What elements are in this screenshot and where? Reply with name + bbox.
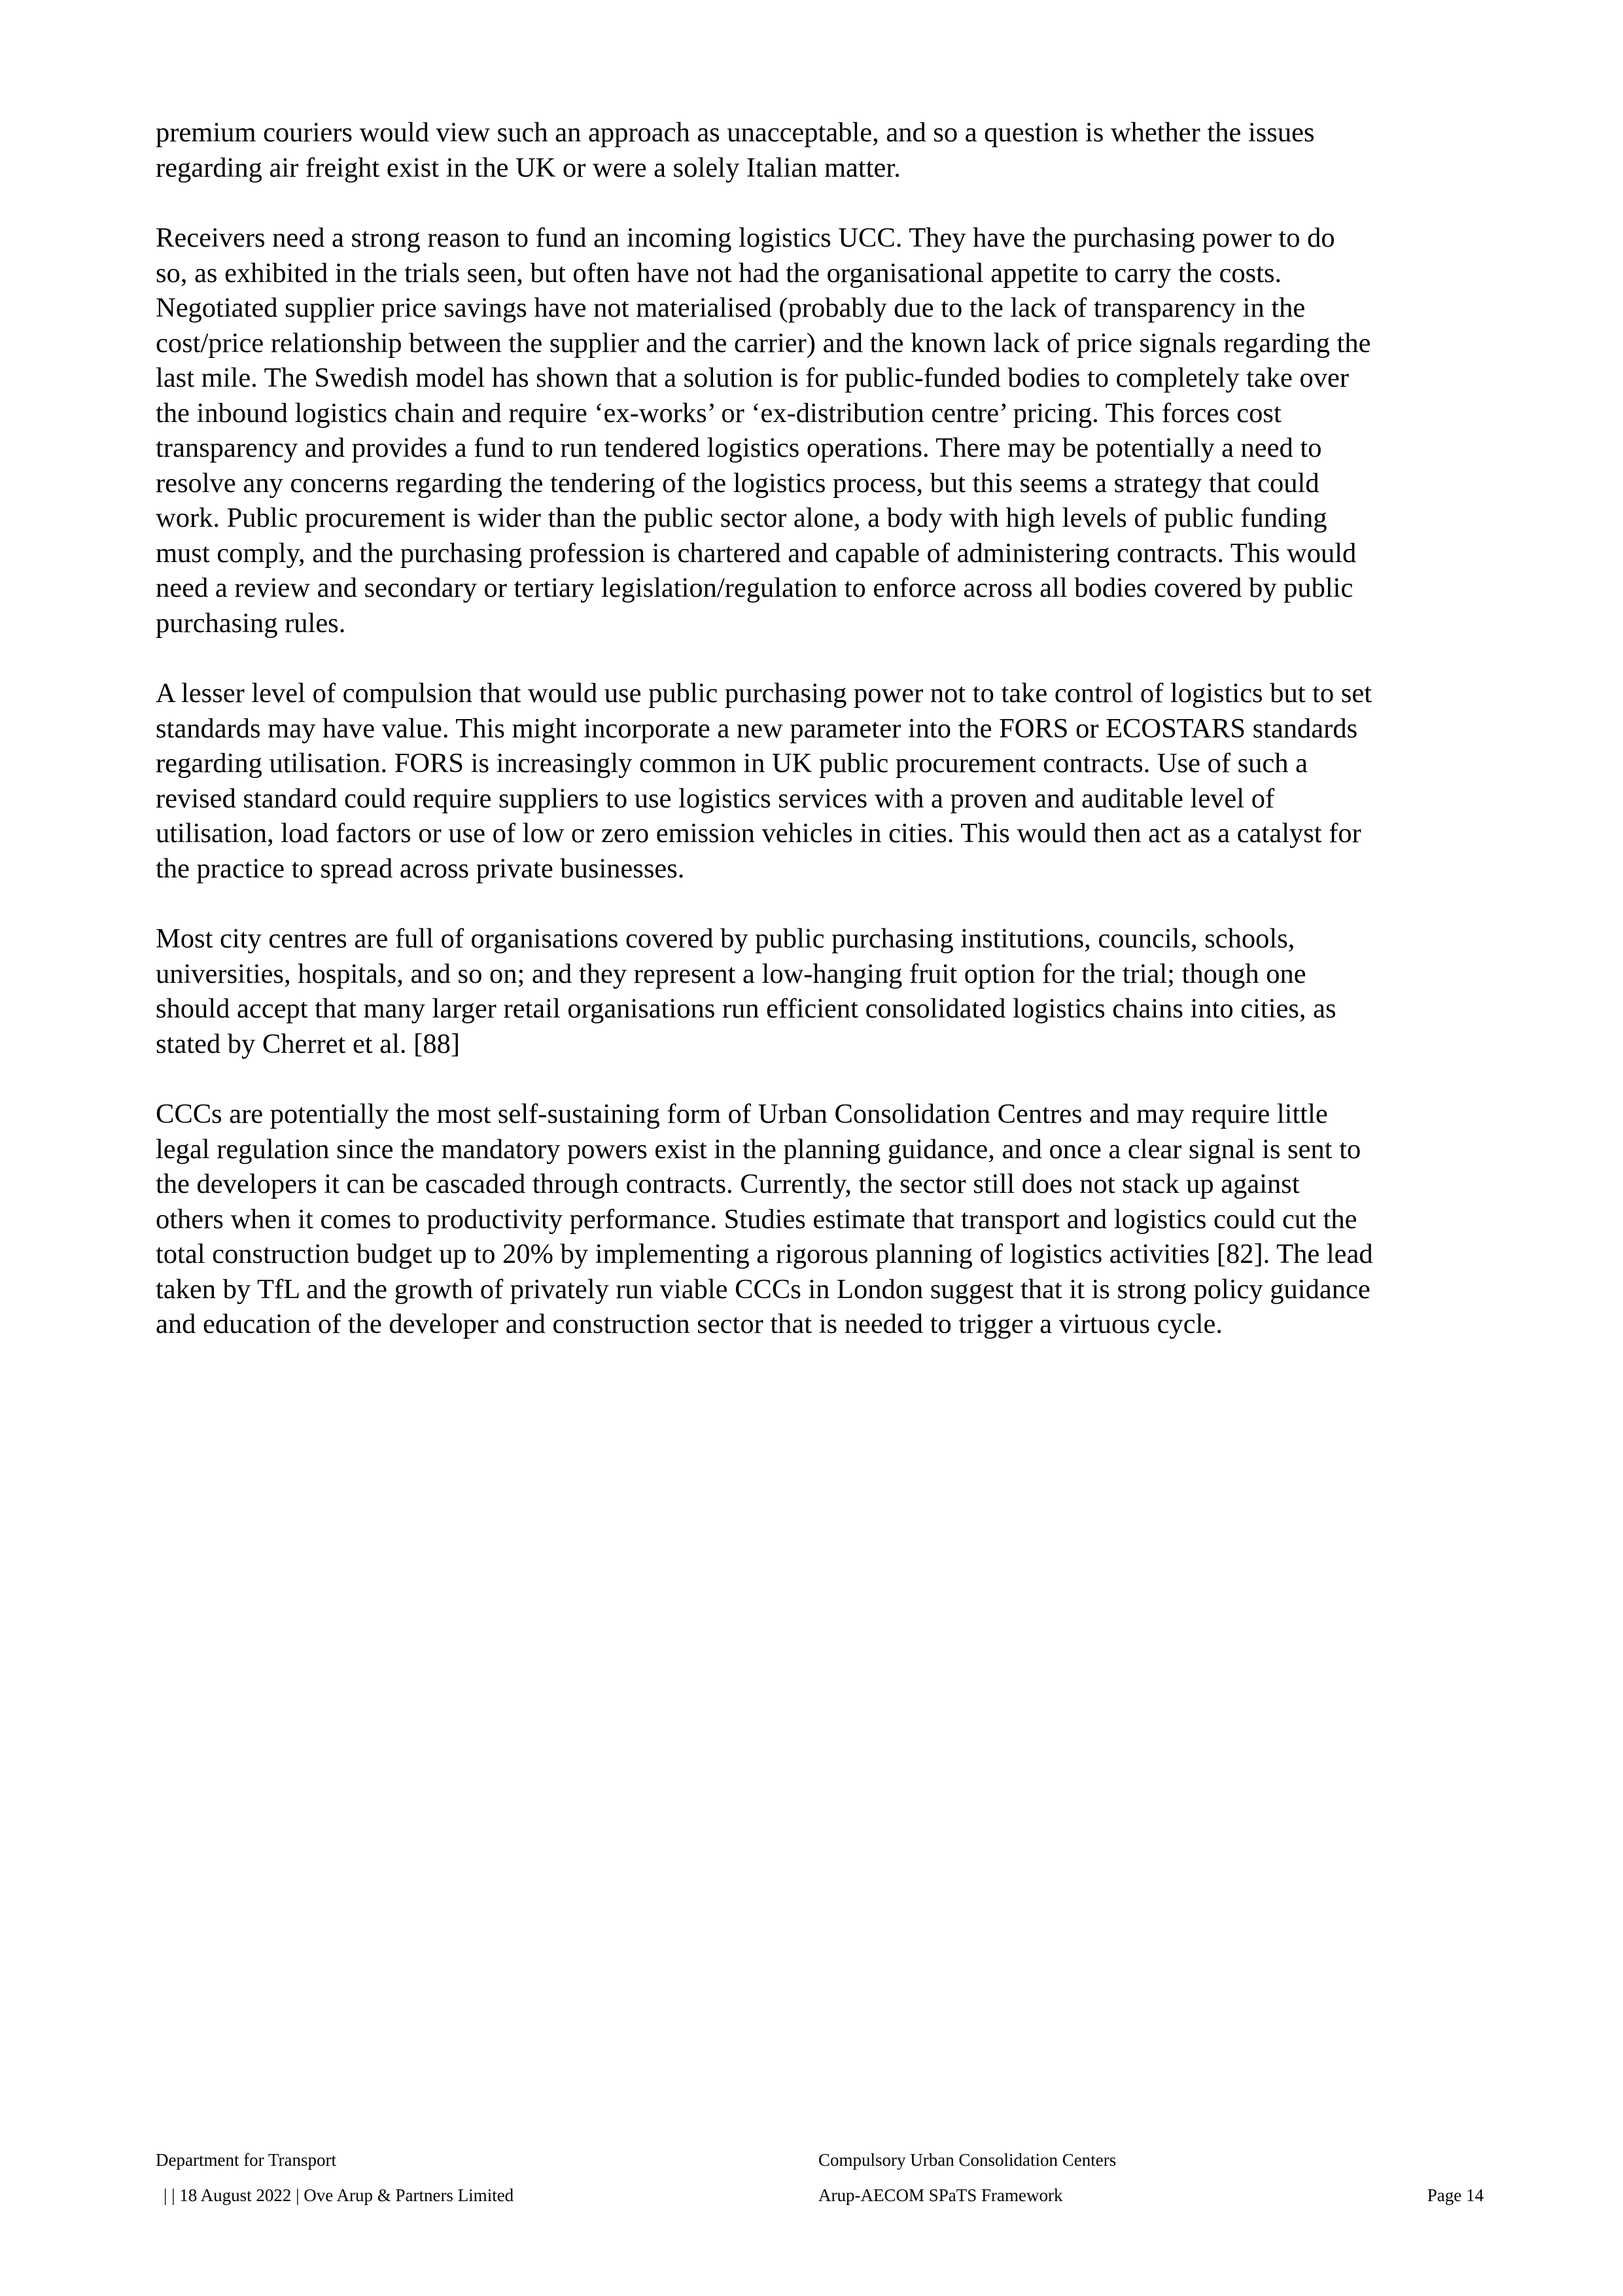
paragraph-compulsion-standards: A lesser level of compulsion that would use public purchasing power not to take control of logistics but to set standards may have value. This might incorporate a new parameter into the FORS or ECOSTARS standards regarding utilisation. FORS is increasingly common in UK public procurement contracts. Use of such a revised standard could require suppliers to use logistics services with a proven and auditable level of utilisation, load factors or use of low or zero emission vehicles in cities. This would then act as a catalyst for the practice to spread across private businesses.: [156, 678, 1372, 884]
footer-right: [1427, 2178, 1484, 2213]
page-footer: [156, 2142, 1484, 2208]
paragraph-city-centres: Most city centres are full of organisations covered by public purchasing institutions, councils, schools, universities, hospitals, and so on; and they represent a low-hanging fruit option for the trial; though one should accept that many larger retail organisations run efficient consolidated logistics chains into cities, as stated by Cherret et al. [88]: [156, 923, 1336, 1059]
footer-center: [818, 2142, 1342, 2213]
paragraph-air-freight: premium couriers would view such an approach as unacceptable, and so a question is whether the issues regarding air freight exist in the UK or were a solely Italian matter.: [156, 117, 1315, 183]
footer-client: Department for Transport: [156, 2150, 336, 2170]
footer-framework: Arup-AECOM SPaTS Framework: [818, 2185, 1063, 2205]
paragraph-cccs: CCCs are potentially the most self-sustaining form of Urban Consolidation Centres and may require little legal regulation since the mandatory powers exist in the planning guidance, and once a clear signal is sent to the developers it can be cascaded through contracts. Currently, the sector still does not stack up against others when it comes to productivity performance. Studies estimate that transport and logistics could cut the total construction budget up to 20% by implementing a rigorous planning of logistics activities [82]. The lead taken by TfL and the growth of privately run viable CCCs in London suggest that it is strong policy guidance and education of the developer and construction sector that is needed to trigger a virtuous cycle.: [156, 1099, 1373, 1339]
footer-left: [156, 2142, 810, 2213]
page-number: Page 14: [1427, 2185, 1484, 2205]
footer-report-title: Compulsory Urban Consolidation Centers: [818, 2150, 1117, 2170]
footer-date-line: | | 18 August 2022 | Ove Arup & Partners Limited: [164, 2185, 514, 2205]
body-text: [156, 115, 1484, 1377]
paragraph-receivers-funding: Receivers need a strong reason to fund an incoming logistics UCC. They have the purchasing power to do so, as exhibited in the trials seen, but often have not had the organisational appetite to carry the costs. Negotiated supplier price savings have not materialised (probably due to the lack of transparency in the cost/price relationship between the supplier and the carrier) and the known lack of price signals regarding the last mile. The Swedish model has shown that a solution is for public-funded bodies to completely take over the inbound logistics chain and require ‘ex-works’ or ‘ex-distribution centre’ pricing. This forces cost transparency and provides a fund to run tendered logistics operations. There may be potentially a need to resolve any concerns regarding the tendering of the logistics process, but this seems a strategy that could work. Public procurement is wider than the public sector alone, a body with high levels of public funding must comply, and the purchasing profession is chartered and capable of administering contracts. This would need a review and secondary or tertiary legislation/regulation to enforce across all bodies covered by public purchasing rules.: [156, 222, 1371, 639]
